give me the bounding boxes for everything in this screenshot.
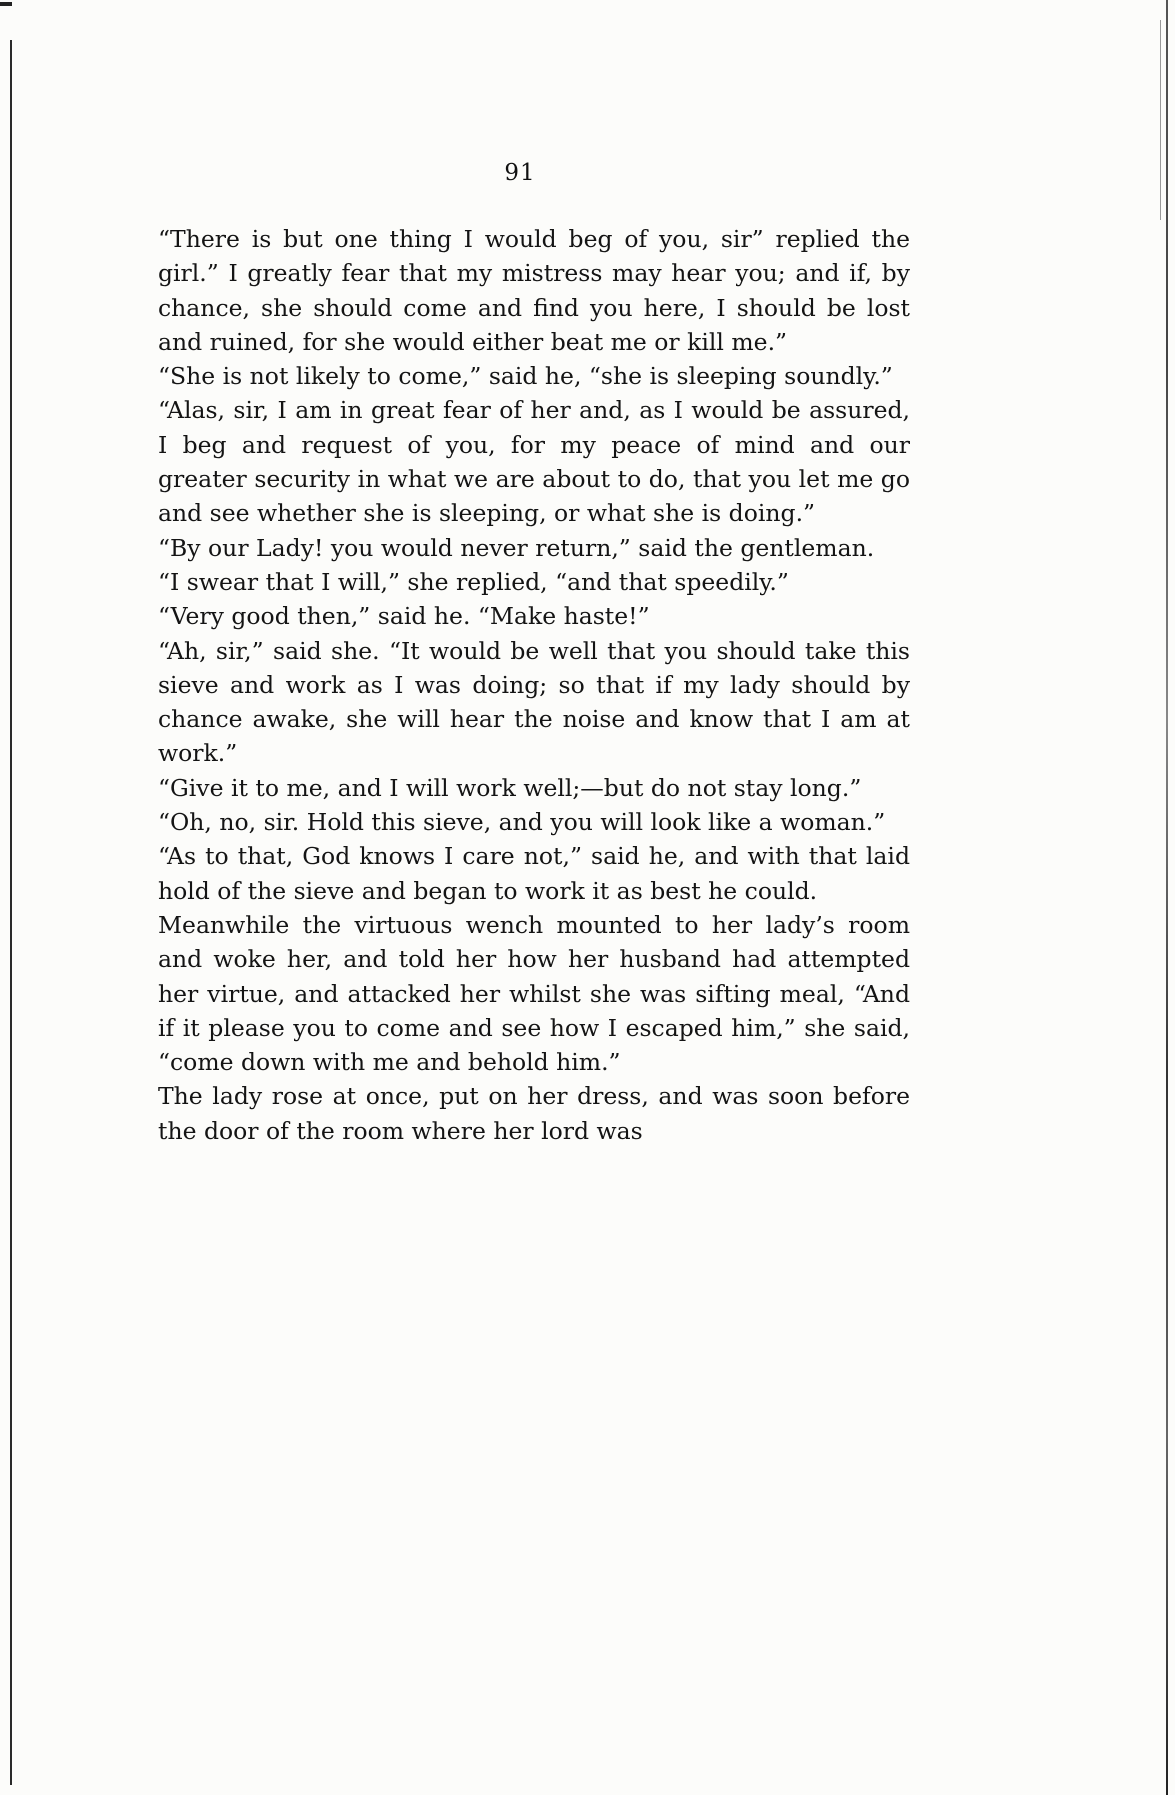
paragraph: “As to that, God knows I care not,” said he, and with that laid hold of the sieve and began to work it as best he could. [158, 842, 910, 905]
body-text [158, 222, 910, 1148]
page-number: 91 [504, 160, 536, 186]
paragraph: The lady rose at once, put on her dress, and was soon before the door of the room where her lord was [158, 1082, 910, 1145]
paragraph: “By our Lady! you would never return,” said the gentleman. [158, 533, 875, 562]
paragraph: “Give it to me, and I will work well;—but do not stay long.” [158, 773, 862, 802]
binding-edge-left [10, 40, 12, 1785]
paragraph: Meanwhile the virtuous wench mounted to her lady’s room and woke her, and told her how her husband had attempted her virtue, and attacked her whilst she was sifting meal, “And if it please you to come and see how I escaped him,” she said, “come down with me and behold him.” [158, 910, 910, 1077]
paragraph: “There is but one thing I would beg of you, sir” replied the girl.” I greatly fear that my mistress may hear you; and if, by chance, she should come and find you here, I should be lost and ruined, for she would either beat me or kill me.” [158, 225, 910, 356]
scan-mark [0, 2, 12, 6]
paragraph: “Oh, no, sir. Hold this sieve, and you will look like a woman.” [158, 808, 886, 837]
paragraph: “She is not likely to come,” said he, “she is sleeping soundly.” [158, 362, 893, 391]
paragraph: “Very good then,” said he. “Make haste!” [158, 602, 650, 631]
paragraph: “Ah, sir,” said she. “It would be well that you should take this sieve and work as I was doing; so that if my lady should by chance awake, she will hear the noise and know that I am at work.” [158, 636, 910, 768]
binding-edge-right [1166, 0, 1168, 1795]
scan-edge-line [1160, 20, 1161, 220]
paragraph: “I swear that I will,” she replied, “and that speedily.” [158, 567, 789, 596]
paragraph: “Alas, sir, I am in great fear of her and, as I would be assured, I beg and request of you, for my peace of mind and our greater security in what we are about to do, that you let me go and see whether she is sleeping, or what she is doing.” [158, 396, 910, 528]
